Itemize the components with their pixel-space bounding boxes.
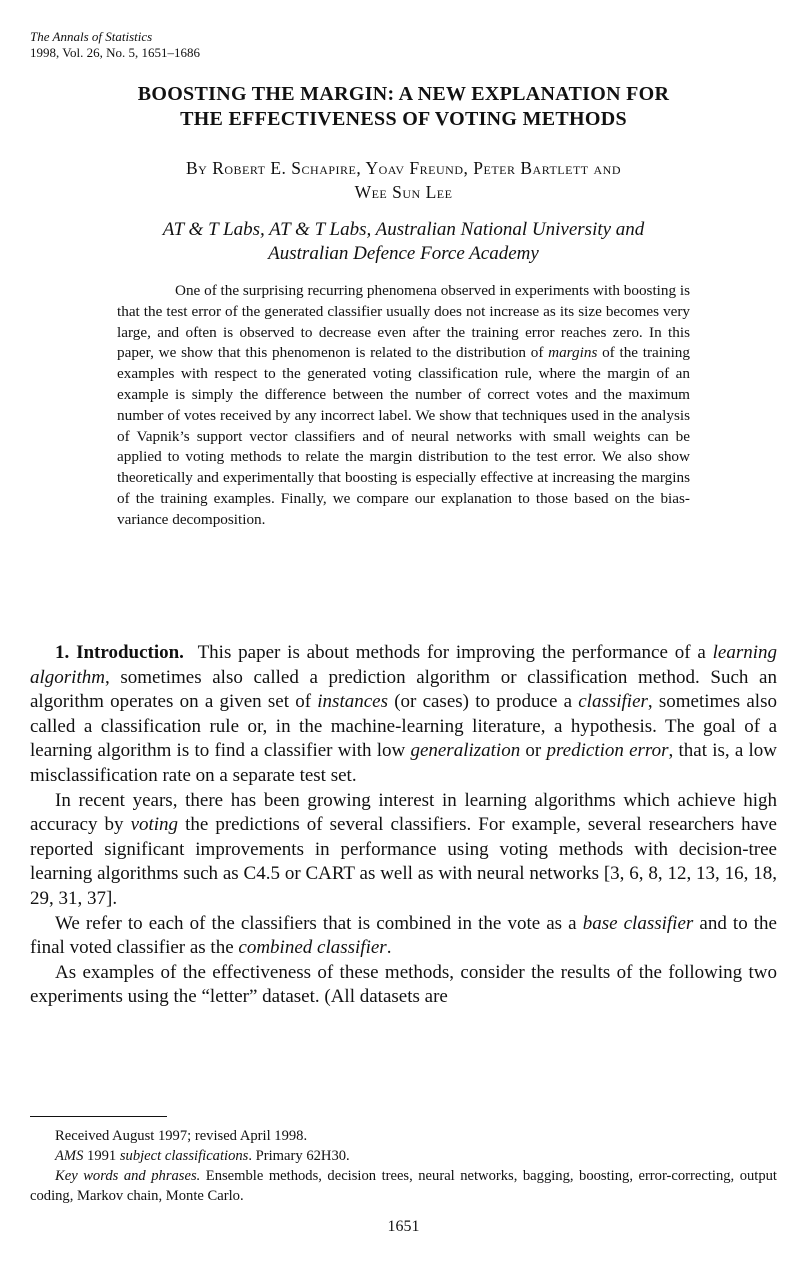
ams-primary: . Primary 62H30. (248, 1148, 350, 1164)
introduction-section (30, 641, 777, 1010)
affiliations-line-2: Australian Defence Force Academy (268, 243, 539, 264)
authors-line-2: Wee Sun Lee (354, 182, 453, 202)
affiliations (60, 218, 747, 266)
journal-header (30, 29, 200, 61)
p1-emph-3: classifier (578, 691, 648, 713)
p3-emph-2: combined classifier (238, 937, 387, 959)
p1-emph-2: instances (317, 691, 388, 713)
footnote-rule (30, 1116, 167, 1117)
authors-line-1: By Robert E. Schapire, Yoav Freund, Peter Bartlett and (185, 158, 621, 178)
footnotes (30, 1126, 777, 1206)
p1-emph-4: generalization (410, 740, 521, 762)
footnote-received: Received August 1997; revised April 1998. (55, 1128, 308, 1144)
page-number: 1651 (387, 1218, 420, 1235)
ams-label: AMS (55, 1148, 84, 1164)
footnote-ams (30, 1146, 777, 1166)
p1-text-1: This paper is about methods for improving the performance of a (197, 642, 713, 663)
p3-emph-1: base classifier (582, 912, 694, 934)
abstract-emphasis-margins: margins (548, 344, 598, 362)
p1-text-2: , sometimes also called a prediction algorithm or classification method. Such an algorithm operates on a given set of (30, 666, 777, 713)
p1-text-6: , that is, a low misclassification rate on a separate test set. (30, 740, 777, 786)
journal-name: The Annals of Statistics (30, 29, 153, 44)
p2-text-2: the predictions of several classifiers. For example, several researchers have reported significant improvements in performance using voting methods with decision-tree learning algorithms such as C4.5 or CART as well as with neural networks [3, 6, 8, 12, 13, 16, 18, 29, 31, 37]. (30, 814, 777, 909)
keywords-text: Ensemble methods, decision trees, neural networks, bagging, boosting, error-correcting, output coding, Markov chain, Monte Carlo. (30, 1168, 777, 1204)
affiliations-line-1: AT & T Labs, AT & T Labs, Australian National University and (162, 219, 645, 240)
footnote-keywords (30, 1166, 777, 1206)
title-line-2: THE EFFECTIVENESS OF VOTING METHODS (180, 108, 627, 130)
title-line-1: BOOSTING THE MARGIN: A NEW EXPLANATION FOR (137, 83, 670, 105)
intro-paragraph-2 (30, 789, 777, 912)
abstract (117, 281, 690, 531)
p1-emph-5: prediction error (546, 740, 669, 762)
journal-citation: 1998, Vol. 26, No. 5, 1651–1686 (30, 45, 200, 60)
author-list (60, 156, 747, 204)
p1-text-4: , sometimes also called a classification rule or, in the machine-learning literature, a hypothesis. The goal of a learning algorithm is to find a classifier with low (30, 691, 777, 762)
paper-title (0, 82, 807, 132)
intro-paragraph-1 (30, 641, 777, 789)
intro-paragraph-4: As examples of the effectiveness of these methods, consider the results of the following two experiments using the “letter” dataset. (All datasets are (30, 961, 777, 1008)
intro-paragraph-3 (30, 912, 777, 961)
p2-emph-1: voting (130, 814, 179, 836)
abstract-text-1: One of the surprising recurring phenomena observed in experiments with boosting is that the test error of the generated classifier usually does not increase as its size becomes very large, and often is observed to decrease even after the training error reaches zero. In this paper, we show that this phenomenon is related to the distribution of (117, 282, 690, 362)
p3-text-2: and to the final voted classifier as the (30, 912, 777, 959)
p1-text-3: (or cases) to produce a (387, 691, 579, 713)
p1-emph-1: learning algorithm (30, 642, 777, 688)
p3-text-3: . (386, 937, 392, 959)
p3-text-1: We refer to each of the classifiers that is combined in the vote as a (55, 912, 583, 934)
ams-subject: subject classifications (119, 1148, 249, 1164)
ams-year: 1991 (83, 1148, 120, 1164)
abstract-text-2: of the training examples with respect to the generated voting classification rule, where the margin of an example is simply the difference between the number of correct votes and the maximum number of votes received by any incorrect label. We show that techniques used in the analysis of Vapnik’s support vector classifiers and of neural networks with small weights can be applied to voting methods to relate the margin distribution to the test error. We also show theoretically and experimentally that boosting is especially effective at increasing the margins of the training examples. Finally, we compare our explanation to those based on the bias-variance decomposition. (117, 344, 690, 528)
p1-text-5: or (520, 740, 547, 762)
keywords-label: Key words and phrases. (55, 1168, 201, 1184)
p2-text-1: In recent years, there has been growing interest in learning algorithms which achieve high accuracy by (30, 789, 777, 836)
section-heading: 1. Introduction. (55, 642, 184, 663)
